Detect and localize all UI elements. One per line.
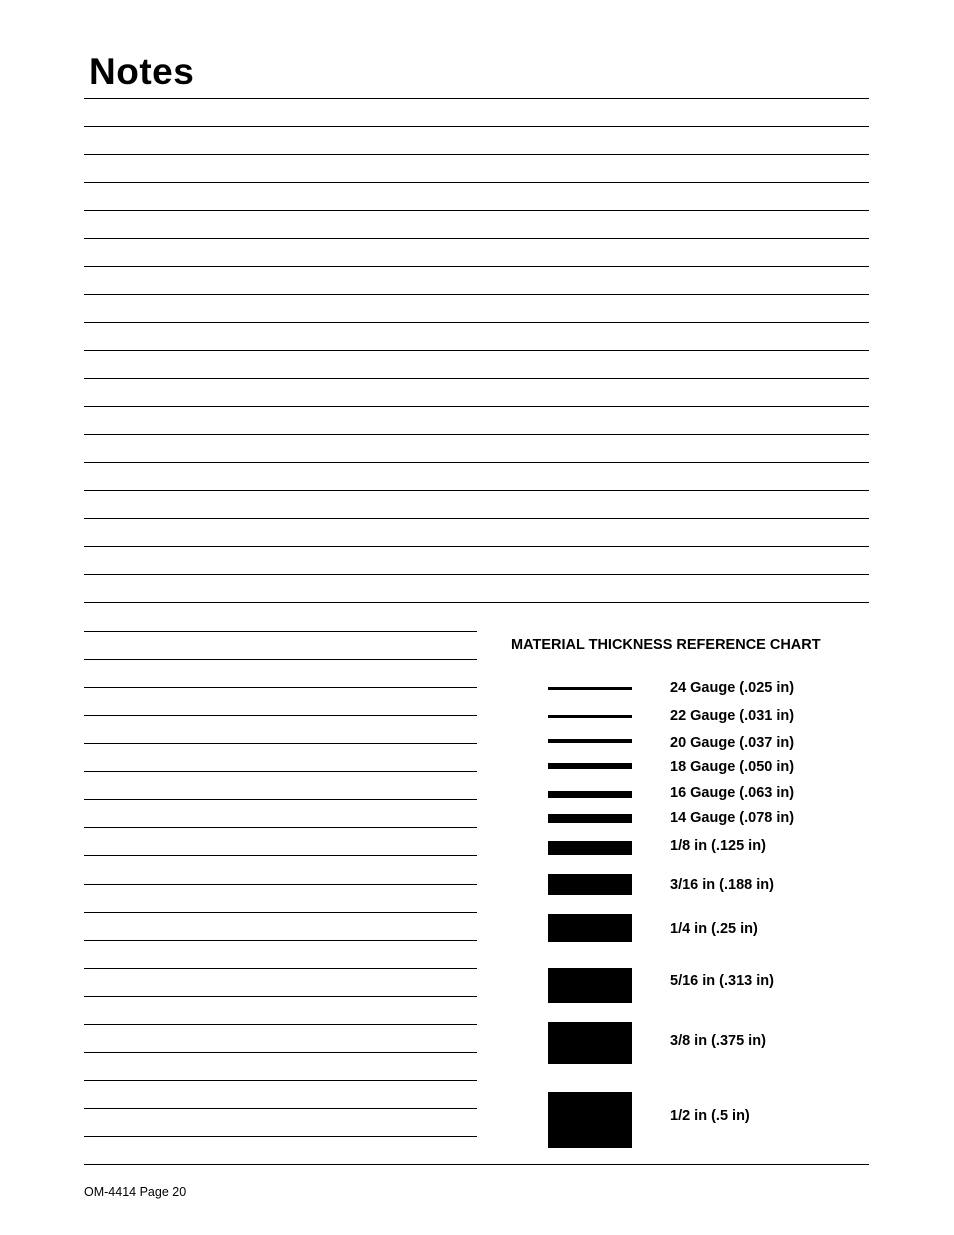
thickness-label-3-8-in: 3/8 in (.375 in)	[670, 1033, 766, 1049]
note-line	[84, 968, 477, 969]
note-line	[84, 210, 869, 211]
thickness-label-18-gauge: 18 Gauge (.050 in)	[670, 759, 795, 775]
note-line	[84, 715, 477, 716]
thickness-bar-1-8-in	[548, 841, 632, 855]
note-line	[84, 855, 477, 856]
note-line	[84, 1108, 477, 1109]
note-line	[84, 350, 869, 351]
note-line	[84, 574, 869, 575]
note-line	[84, 238, 869, 239]
thickness-label-24-gauge: 24 Gauge (.025 in)	[670, 680, 795, 696]
note-line	[84, 1024, 477, 1025]
thickness-label-1-8-in: 1/8 in (.125 in)	[670, 838, 766, 854]
thickness-bar-3-8-in	[548, 1022, 632, 1064]
chart-title: MATERIAL THICKNESS REFERENCE CHART	[511, 637, 821, 653]
thickness-label-1-2-in: 1/2 in (.5 in)	[670, 1108, 750, 1124]
note-line	[84, 912, 477, 913]
thickness-bar-22-gauge	[548, 715, 632, 718]
note-line	[84, 631, 477, 632]
note-line	[84, 687, 477, 688]
thickness-label-1-4-in: 1/4 in (.25 in)	[670, 921, 758, 937]
note-line	[84, 602, 869, 603]
note-line	[84, 462, 869, 463]
note-line	[84, 1080, 477, 1081]
note-line	[84, 266, 869, 267]
thickness-bar-18-gauge	[548, 763, 632, 769]
note-line	[84, 799, 477, 800]
thickness-label-5-16-in: 5/16 in (.313 in)	[670, 973, 774, 989]
note-line	[84, 154, 869, 155]
note-line	[84, 126, 869, 127]
thickness-label-14-gauge: 14 Gauge (.078 in)	[670, 810, 795, 826]
page-title: Notes	[89, 51, 195, 92]
note-line	[84, 659, 477, 660]
bottom-rule	[84, 1164, 869, 1165]
note-line	[84, 771, 477, 772]
thickness-bar-1-2-in	[548, 1092, 632, 1148]
note-line	[84, 490, 869, 491]
note-line	[84, 940, 477, 941]
note-line	[84, 294, 869, 295]
note-line	[84, 182, 869, 183]
thickness-bar-14-gauge	[548, 814, 632, 823]
note-line	[84, 827, 477, 828]
page-footer: OM-4414 Page 20	[84, 1185, 187, 1199]
note-line	[84, 434, 869, 435]
thickness-label-22-gauge: 22 Gauge (.031 in)	[670, 708, 795, 724]
thickness-bar-20-gauge	[548, 739, 632, 743]
thickness-bar-3-16-in	[548, 874, 632, 895]
note-line	[84, 322, 869, 323]
note-line	[84, 546, 869, 547]
note-line	[84, 378, 869, 379]
thickness-bar-5-16-in	[548, 968, 632, 1003]
note-line	[84, 1052, 477, 1053]
thickness-bar-24-gauge	[548, 687, 632, 690]
thickness-bar-16-gauge	[548, 791, 632, 798]
thickness-bar-1-4-in	[548, 914, 632, 942]
note-line	[84, 518, 869, 519]
note-line	[84, 884, 477, 885]
note-line	[84, 996, 477, 997]
thickness-label-16-gauge: 16 Gauge (.063 in)	[670, 785, 795, 801]
note-line	[84, 743, 477, 744]
note-line	[84, 1136, 477, 1137]
thickness-label-3-16-in: 3/16 in (.188 in)	[670, 877, 774, 893]
thickness-label-20-gauge: 20 Gauge (.037 in)	[670, 735, 795, 751]
note-line	[84, 406, 869, 407]
title-rule	[84, 98, 869, 99]
